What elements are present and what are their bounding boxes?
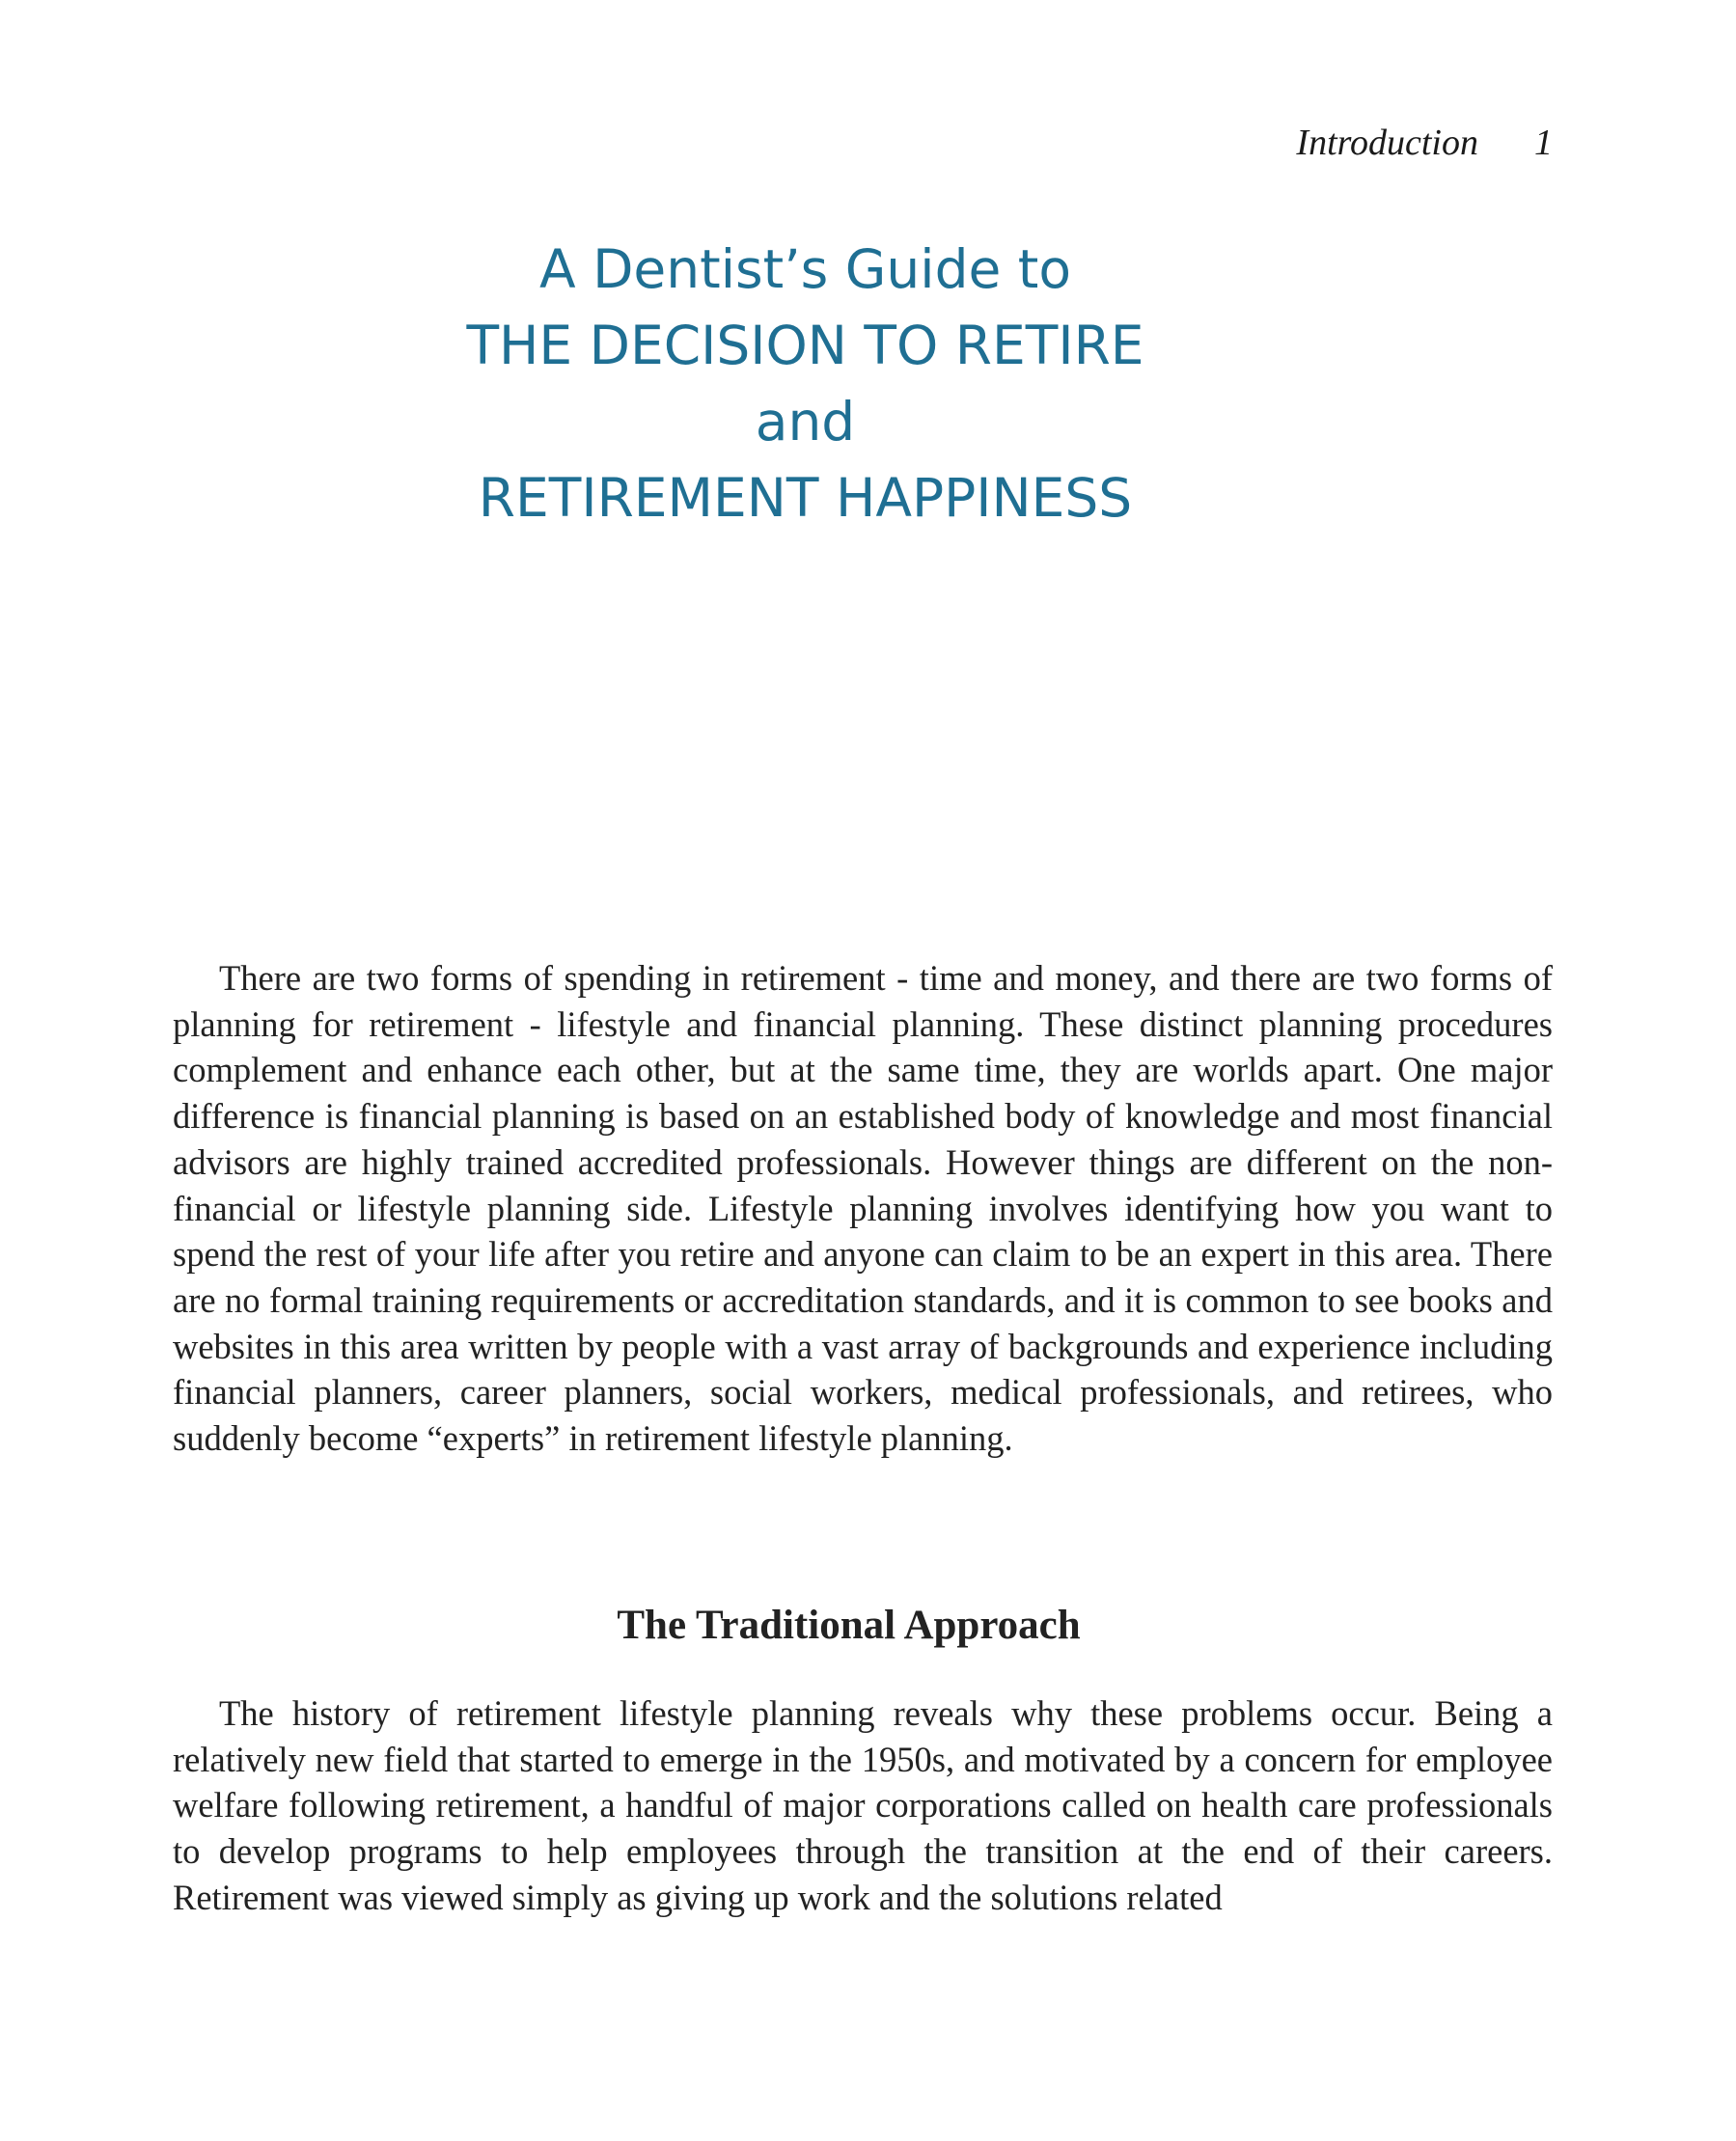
title-line-4: RETIREMENT HAPPINESS <box>478 467 1133 529</box>
intro-paragraph: There are two forms of spending in retirement - time and money, and there are two forms of planning for retirement - lifestyle and financial planning. These distinct planning procedures complement and enhance each other, but at the same time, they are worlds apart. One major difference is financial planning is based on an established body of knowledge and most financial advisors are highly trained accredited professionals. However things are different on the non-financial or lifestyle planning side. Lifestyle planning involves identifying how you want to spend the rest of your life after you retire and anyone can claim to be an expert in this area. There are no formal training requirements or accreditation standards, and it is common to see books and websites in this area written by people with a vast array of backgrounds and experience including financial planners, career planners, social workers, medical professionals, and retirees, who suddenly become “experts” in retirement lifestyle planning. <box>173 958 1553 1459</box>
title-line-1: A Dentist’s Guide to <box>538 238 1072 300</box>
intro-paragraph-block <box>173 955 1553 1462</box>
running-header <box>1296 122 1553 164</box>
running-header-section: Introduction <box>1296 123 1478 163</box>
chapter-title <box>0 232 1736 536</box>
section-paragraph: The history of retirement lifestyle planning reveals why these problems occur. Being a relatively new field that started to emerge in the 1950s, and motivated by a concern for employee welfare following retirement, a handful of major corporations called on health care professionals to develop programs to help employees through the transition at the end of their careers. Retirement was viewed simply as giving up work and the solutions related <box>173 1693 1553 1917</box>
section-paragraph-block <box>173 1690 1553 1921</box>
section-heading: The Traditional Approach <box>617 1603 1081 1648</box>
title-line-2: THE DECISION TO RETIRE <box>466 315 1144 376</box>
page-number: 1 <box>1534 123 1553 163</box>
title-line-3: and <box>755 391 856 453</box>
